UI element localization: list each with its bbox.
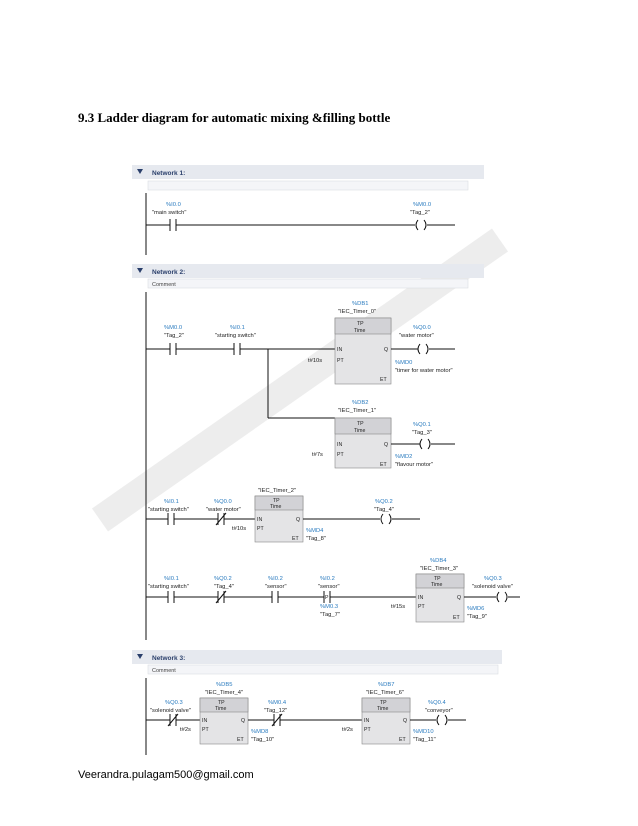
svg-text:"Tag_2": "Tag_2": [164, 333, 184, 339]
svg-text:Q: Q: [384, 442, 389, 448]
svg-text:ET: ET: [237, 737, 244, 743]
svg-text:%Q0.3: %Q0.3: [165, 700, 183, 706]
coil-solenoid-valve[interactable]: [472, 576, 513, 602]
svg-text:"Tag_3": "Tag_3": [412, 430, 432, 436]
svg-text:P: P: [325, 595, 329, 601]
svg-text:ET: ET: [292, 536, 299, 542]
svg-text:IN: IN: [418, 595, 424, 601]
svg-text:"Tag_2": "Tag_2": [410, 210, 430, 216]
network-3-comment[interactable]: [148, 665, 498, 674]
svg-text:%MD0: %MD0: [395, 360, 413, 366]
svg-text:TP: TP: [380, 700, 387, 706]
svg-text:t#10s: t#10s: [308, 358, 323, 364]
svg-text:IN: IN: [337, 347, 343, 353]
svg-text:"Tag_9": "Tag_9": [467, 614, 487, 620]
svg-text:t#15s: t#15s: [391, 604, 406, 610]
svg-text:"starting switch": "starting switch": [148, 507, 189, 513]
svg-text:%DB1: %DB1: [352, 301, 369, 307]
svg-text:IN: IN: [257, 517, 263, 523]
svg-text:%MD2: %MD2: [395, 454, 413, 460]
svg-text:IN: IN: [337, 442, 343, 448]
svg-text:%M0.0: %M0.0: [413, 202, 432, 208]
svg-text:PT: PT: [202, 727, 209, 733]
svg-text:%Q0.2: %Q0.2: [214, 576, 232, 582]
svg-text:t#10s: t#10s: [232, 526, 247, 532]
svg-text:Comment: Comment: [152, 668, 176, 674]
contact-nc-tag-4[interactable]: [214, 576, 234, 603]
svg-text:Q: Q: [296, 517, 301, 523]
svg-text:"IEC_Timer_4": "IEC_Timer_4": [205, 690, 244, 696]
svg-text:TP: TP: [273, 498, 280, 504]
svg-text:%Q0.3: %Q0.3: [484, 576, 502, 582]
svg-text:TP: TP: [357, 321, 364, 327]
network-2-comment[interactable]: [148, 279, 468, 288]
network-3: [132, 650, 502, 755]
svg-text:PT: PT: [337, 358, 344, 364]
svg-text:Time: Time: [431, 582, 443, 588]
timer-iec-timer-3[interactable]: [391, 558, 464, 622]
svg-text:TP: TP: [434, 576, 441, 582]
svg-text:%Q0.0: %Q0.0: [413, 325, 431, 331]
svg-text:%M0.0: %M0.0: [164, 325, 183, 331]
svg-text:"water motor": "water motor": [206, 507, 241, 513]
svg-text:%DB2: %DB2: [352, 400, 369, 406]
network-1-title: Network 1:: [152, 170, 186, 177]
svg-text:Q: Q: [457, 595, 462, 601]
svg-text:t#2s: t#2s: [342, 727, 353, 733]
svg-text:"sensor": "sensor": [265, 584, 287, 590]
network-3-title: Network 3:: [152, 655, 186, 662]
svg-text:"Tag_10": "Tag_10": [251, 737, 275, 743]
svg-text:"starting switch": "starting switch": [215, 333, 256, 339]
svg-text:Time: Time: [270, 504, 282, 510]
page-heading: 9.3 Ladder diagram for automatic mixing &filling bottle: [78, 110, 391, 125]
contact-main-switch[interactable]: [152, 202, 186, 231]
svg-text:%MD6: %MD6: [467, 606, 485, 612]
svg-text:%M0.4: %M0.4: [268, 700, 287, 706]
svg-text:Time: Time: [354, 428, 366, 434]
svg-text:"Tag_11": "Tag_11": [413, 737, 436, 743]
svg-text:PT: PT: [418, 604, 425, 610]
svg-text:"IEC_Timer_6": "IEC_Timer_6": [366, 690, 405, 696]
svg-text:"starting switch": "starting switch": [148, 584, 189, 590]
svg-text:"sensor": "sensor": [318, 584, 340, 590]
svg-text:%I0.2: %I0.2: [320, 576, 335, 582]
svg-text:%DB4: %DB4: [430, 558, 447, 564]
svg-text:%DB5: %DB5: [216, 682, 233, 688]
svg-text:TP: TP: [357, 421, 364, 427]
svg-text:ET: ET: [380, 462, 387, 468]
svg-text:"conveyor": "conveyor": [425, 708, 453, 714]
svg-text:%Q0.4: %Q0.4: [428, 700, 446, 706]
svg-text:t#7s: t#7s: [312, 452, 323, 458]
coil-conveyor[interactable]: [425, 700, 453, 725]
svg-text:%MD4: %MD4: [306, 528, 324, 534]
network-1-comment[interactable]: [148, 181, 468, 190]
svg-text:"IEC_Timer_0": "IEC_Timer_0": [338, 309, 377, 315]
contact-starting-switch[interactable]: [215, 325, 256, 355]
coil-tag-2[interactable]: [410, 202, 431, 230]
timer-iec-timer-2[interactable]: [232, 488, 303, 542]
svg-text:%Q0.0: %Q0.0: [214, 499, 232, 505]
svg-text:t#2s: t#2s: [180, 727, 191, 733]
svg-text:"timer for water motor": "timer for water motor": [395, 368, 453, 374]
svg-text:%Q0.2: %Q0.2: [375, 499, 393, 505]
svg-text:"water motor": "water motor": [399, 333, 434, 339]
svg-text:ET: ET: [399, 737, 406, 743]
contact-starting-switch-2[interactable]: [148, 499, 189, 525]
svg-text:Comment: Comment: [152, 282, 176, 288]
svg-text:Time: Time: [354, 328, 366, 334]
svg-text:"Tag_4": "Tag_4": [374, 507, 394, 513]
svg-text:"IEC_Timer_3": "IEC_Timer_3": [420, 566, 459, 572]
svg-text:PT: PT: [257, 526, 264, 532]
svg-text:"solenoid valve": "solenoid valve": [472, 584, 513, 590]
svg-text:"Tag_7": "Tag_7": [320, 612, 340, 618]
svg-text:"Tag_12": "Tag_12": [264, 708, 288, 714]
svg-text:%MD10: %MD10: [413, 729, 434, 735]
svg-text:PT: PT: [337, 452, 344, 458]
svg-text:ET: ET: [380, 377, 387, 383]
network-1: [132, 165, 484, 255]
svg-text:%MD8: %MD8: [251, 729, 269, 735]
timer-iec-timer-6[interactable]: [342, 682, 410, 744]
svg-text:Time: Time: [377, 706, 389, 712]
contact-nc-tag-12[interactable]: [264, 700, 287, 726]
svg-text:"Tag_8": "Tag_8": [306, 536, 326, 542]
svg-text:%I0.1: %I0.1: [230, 325, 245, 331]
coil-tag-3[interactable]: [412, 422, 432, 449]
svg-text:PT: PT: [364, 727, 371, 733]
contact-nc-water-motor[interactable]: [206, 499, 241, 525]
svg-text:"flavour motor": "flavour motor": [395, 462, 433, 468]
svg-text:IN: IN: [202, 718, 208, 724]
svg-text:Q: Q: [384, 347, 389, 353]
svg-text:ET: ET: [453, 615, 460, 621]
svg-text:Time: Time: [215, 706, 227, 712]
svg-text:"IEC_Timer_2": "IEC_Timer_2": [258, 488, 297, 494]
contact-starting-switch-3[interactable]: [148, 576, 189, 603]
svg-text:"solenoid valve": "solenoid valve": [150, 708, 191, 714]
contact-tag-2[interactable]: [164, 325, 184, 355]
network-2-title: Network 2:: [152, 269, 186, 276]
svg-text:"IEC_Timer_1": "IEC_Timer_1": [338, 408, 377, 414]
svg-text:%I0.2: %I0.2: [268, 576, 283, 582]
contact-sensor[interactable]: [265, 576, 287, 603]
svg-text:%Q0.1: %Q0.1: [413, 422, 431, 428]
svg-text:%M0.3: %M0.3: [320, 604, 339, 610]
svg-text:"main switch": "main switch": [152, 210, 187, 216]
network-3-header[interactable]: [132, 650, 502, 664]
coil-tag-4[interactable]: [374, 499, 394, 524]
coil-water-motor[interactable]: [399, 325, 434, 354]
contact-nc-solenoid-valve[interactable]: [150, 700, 191, 726]
svg-text:IN: IN: [364, 718, 370, 724]
timer-iec-timer-1[interactable]: [312, 400, 391, 468]
svg-text:%I0.1: %I0.1: [164, 499, 179, 505]
svg-text:%I0.1: %I0.1: [164, 576, 179, 582]
svg-text:Q: Q: [241, 718, 246, 724]
svg-text:%DB7: %DB7: [378, 682, 395, 688]
svg-text:TP: TP: [218, 700, 225, 706]
svg-text:Q: Q: [403, 718, 408, 724]
svg-text:%I0.0: %I0.0: [166, 202, 181, 208]
footer-email: Veerandra.pulagam500@gmail.com: [78, 769, 254, 781]
svg-text:"Tag_4": "Tag_4": [214, 584, 234, 590]
